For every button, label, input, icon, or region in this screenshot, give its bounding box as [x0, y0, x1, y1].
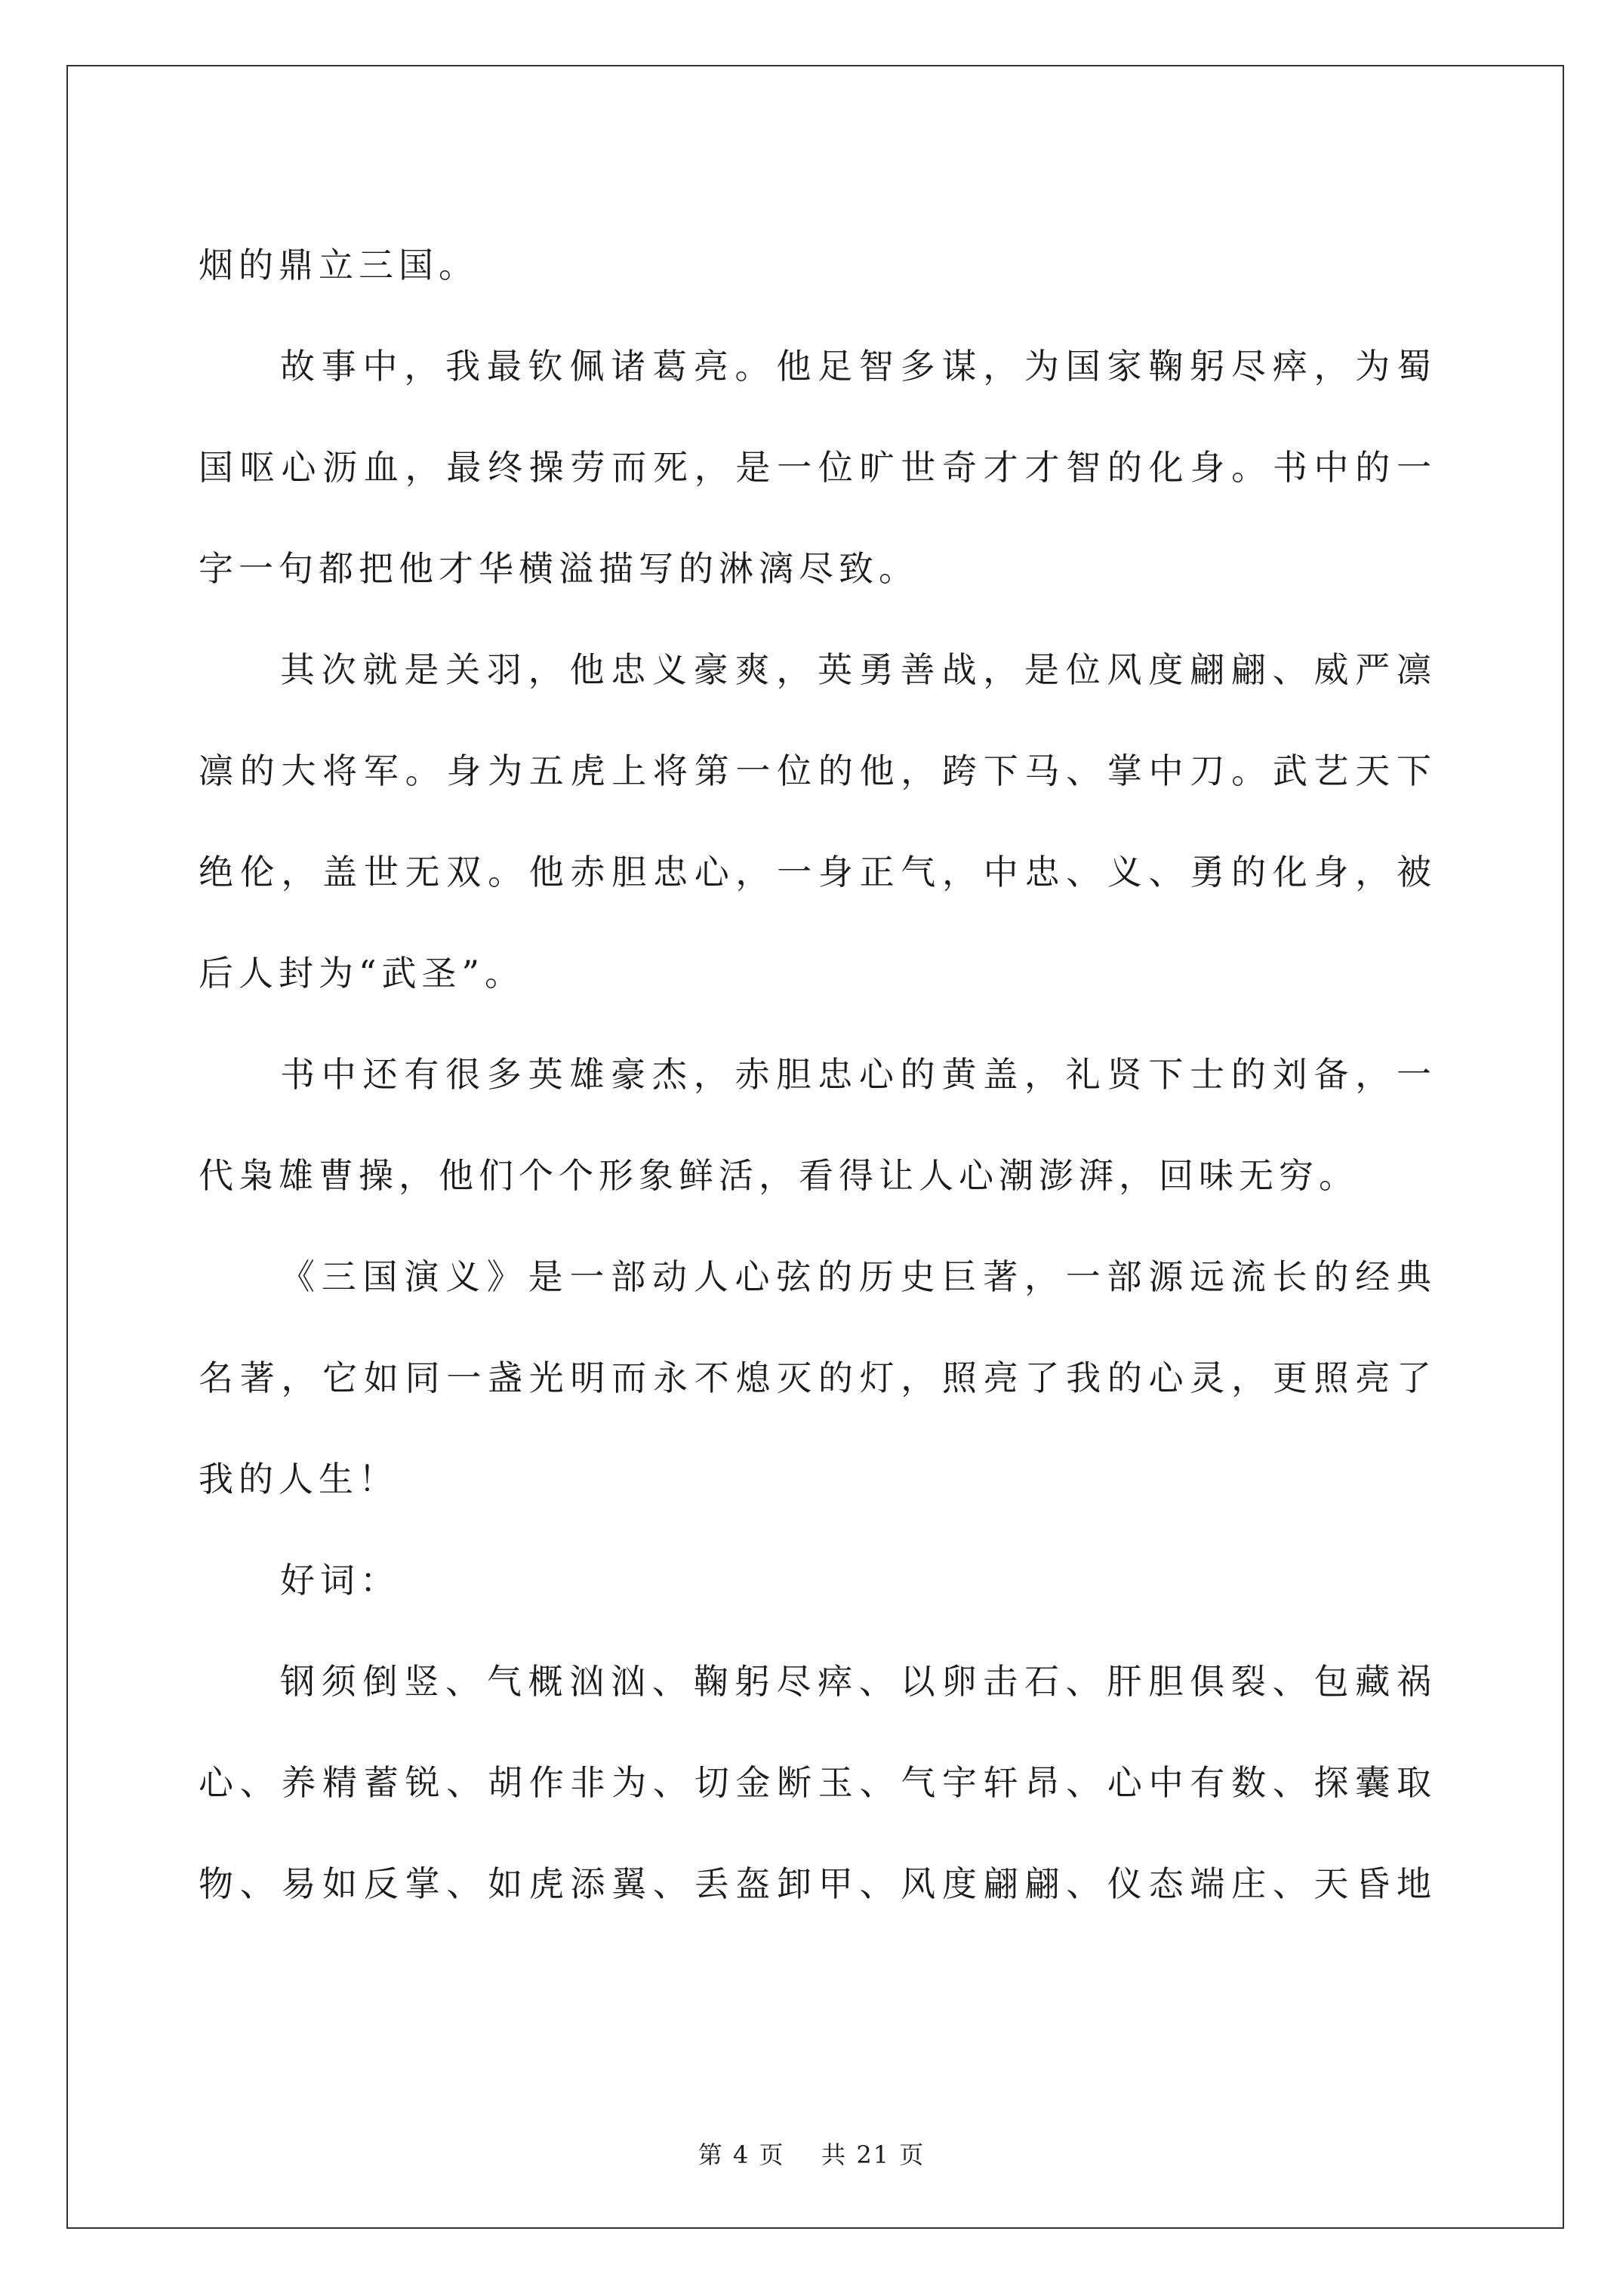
text-line: 故事中，我最钦佩诸葛亮。他足智多谋，为国家鞠躬尽瘁，为蜀	[280, 346, 1437, 387]
text-line: 国呕心沥血，最终操劳而死，是一位旷世奇才才智的化身。书中的一	[199, 447, 1437, 488]
document-body	[199, 214, 1437, 1934]
text-line: 凛的大将军。身为五虎上将第一位的他，跨下马、掌中刀。武艺天下	[199, 750, 1437, 791]
page-footer	[0, 2136, 1623, 2171]
text-line: 名著，它如同一盏光明而永不熄灭的灯，照亮了我的心灵，更照亮了	[199, 1358, 1437, 1398]
text-line: 书中还有很多英雄豪杰，赤胆忠心的黄盖，礼贤下士的刘备，一	[280, 1054, 1437, 1095]
text-line: 烟的鼎立三国。	[199, 245, 479, 285]
text-line: 代枭雄曹操，他们个个形象鲜活，看得让人心潮澎湃，回味无穷。	[199, 1155, 1359, 1196]
text-line: 《三国演义》是一部动人心弦的历史巨著，一部源远流长的经典	[280, 1256, 1437, 1297]
text-line: 心、养精蓄锐、胡作非为、切金断玉、气宇轩昂、心中有数、探囊取	[199, 1762, 1437, 1803]
text-line: 我的人生！	[199, 1459, 399, 1499]
text-line: 绝伦，盖世无双。他赤胆忠心，一身正气，中忠、义、勇的化身，被	[199, 852, 1437, 892]
text-line: 好词：	[280, 1560, 400, 1601]
text-line: 物、易如反掌、如虎添翼、丢盔卸甲、风度翩翩、仪态端庄、天昏地	[199, 1863, 1437, 1904]
text-line: 后人封为“武圣”。	[199, 953, 525, 994]
text-line: 其次就是关羽，他忠义豪爽，英勇善战，是位风度翩翩、威严凛	[280, 649, 1437, 690]
page-number: 第 4 页	[698, 2140, 785, 2169]
text-line: 钢须倒竖、气概汹汹、鞠躬尽瘁、以卵击石、肝胆俱裂、包藏祸	[280, 1661, 1437, 1702]
page-total: 共 21 页	[821, 2140, 925, 2169]
text-line: 字一句都把他才华横溢描写的淋漓尽致。	[199, 548, 919, 589]
